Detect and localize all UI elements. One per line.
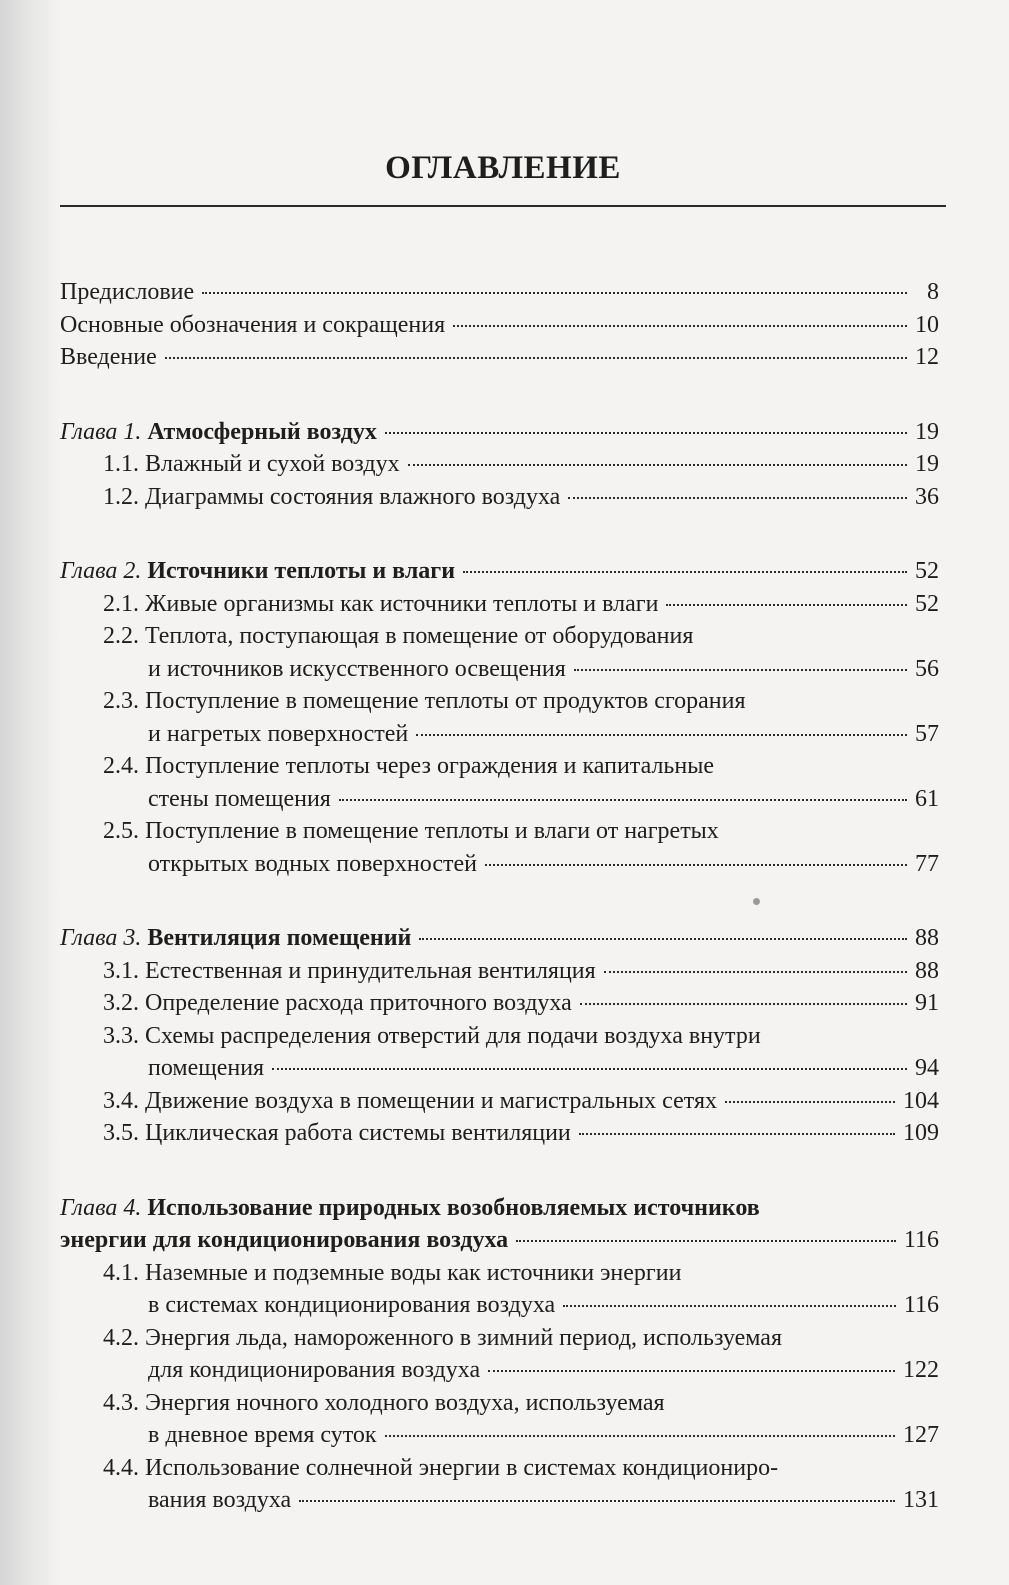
section-number: 1.2. [103,483,139,510]
page-number: 19 [915,418,939,445]
entry-title: Предисловие [60,279,195,305]
section-title: Влажный и сухой воздух [145,451,400,477]
toc-entry-section-2-2[interactable] [60,620,939,685]
page-number: 131 [903,1487,939,1513]
leader-dots [580,1002,907,1005]
page-number: 91 [915,990,939,1016]
page-number: 77 [915,850,939,877]
toc-entry-chapter-4[interactable] [60,1192,939,1257]
toc-entry-section-2-1[interactable] [60,588,939,621]
section-title: Наземные и подземные воды как источники энергии [145,1259,682,1286]
leader-dots [574,668,907,671]
section-title: Поступление в помещение теплоты и влаги от нагретых [145,818,719,844]
section-number: 3.5. [103,1120,139,1146]
leader-dots [485,863,907,866]
section-number: 3.3. [103,1022,139,1049]
section-number: 3.2. [103,990,139,1016]
toc-entry-section-2-4[interactable] [60,750,939,815]
page-number: 52 [915,590,939,617]
leader-dots [416,733,907,736]
leader-dots [419,937,907,940]
toc-entry-section-2-5[interactable] [60,815,939,880]
section-title: Энергия льда, намороженного в зимний период, используемая [145,1324,782,1351]
leader-dots [568,496,907,499]
section-title-continued: открытых водных поверхностей [148,850,477,877]
section-title: Использование солнечной энергии в системах кондициониро- [145,1454,779,1481]
section-title: Определение расхода приточного воздуха [145,990,572,1016]
toc-entry-introduction[interactable] [60,341,939,374]
toc-entry-chapter-2[interactable] [60,555,939,588]
section-title-continued: в системах кондиционирования воздуха [148,1292,556,1318]
page-number: 88 [915,957,939,984]
section-title: Диаграммы состояния влажного воздуха [145,483,561,510]
section-title: Живые организмы как источники теплоты и влаги [145,590,659,617]
leader-dots [165,356,907,359]
toc-entry-section-3-3[interactable] [60,1020,939,1085]
section-number: 2.4. [103,753,139,779]
leader-dots [666,603,907,606]
leader-dots [725,1100,895,1103]
page-number: 52 [915,558,939,584]
chapter-title: Вентиляция помещений [147,925,412,951]
title-rule [60,205,946,207]
section-title-continued: для кондиционирования воздуха [148,1357,481,1383]
section-title-continued: стены помещения [148,785,331,812]
section-title: Поступление теплоты через ограждения и капитальные [145,753,714,779]
section-number: 2.5. [103,818,139,844]
chapter-2 [60,555,939,880]
page-number: 116 [903,1227,939,1253]
toc-entry-section-4-1[interactable] [60,1257,939,1322]
toc-entry-section-1-1[interactable] [60,448,939,481]
toc-entry-section-2-3[interactable] [60,685,939,750]
leader-dots [299,1499,895,1502]
section-title: Энергия ночного холодного воздуха, используемая [145,1389,665,1416]
toc-entry-preface[interactable] [60,276,939,309]
section-title-continued: помещения [148,1055,265,1081]
page-title: ОГЛАВЛЕНИЕ [385,150,621,186]
chapter-title: Источники теплоты и влаги [147,558,456,584]
section-title-continued: в дневное время суток [148,1422,377,1448]
section-number: 2.3. [103,688,139,714]
chapter-label: Глава 3. [60,925,142,951]
leader-dots [463,570,907,573]
toc-entry-section-4-2[interactable] [60,1322,939,1387]
leader-dots [604,970,907,973]
toc-entry-section-4-3[interactable] [60,1387,939,1452]
page-number: 8 [927,279,939,305]
section-title-continued: и источников искусственного освещения [148,655,566,682]
section-title: Движение воздуха в помещении и магистральных сетях [145,1087,717,1114]
leader-dots [385,1434,895,1437]
page-number: 57 [915,720,939,747]
chapter-label: Глава 2. [60,558,142,584]
section-title: Естественная и принудительная вентиляция [145,957,596,984]
chapter-3 [60,922,939,1150]
section-title-continued: и нагретых поверхностей [148,720,409,747]
page-number: 94 [915,1055,939,1081]
leader-dots [408,463,907,466]
toc-entry-section-3-2[interactable] [60,987,939,1020]
section-number: 4.3. [103,1389,139,1416]
section-number: 2.1. [103,590,139,617]
section-title: Поступление в помещение теплоты от продуктов сгорания [145,688,746,714]
toc-entry-chapter-3[interactable] [60,922,939,955]
toc-entry-section-4-4[interactable] [60,1452,939,1517]
leader-dots [488,1369,895,1372]
page-number: 19 [915,451,939,477]
section-number: 3.4. [103,1087,139,1114]
toc-entry-notation[interactable] [60,309,939,342]
page-number: 12 [915,344,939,370]
page-number: 36 [915,483,939,510]
page-edge-shadow [0,0,60,1585]
page-number: 61 [915,785,939,812]
chapter-label: Глава 1. [60,418,142,445]
toc-entry-section-3-1[interactable] [60,955,939,988]
section-number: 4.1. [103,1259,139,1286]
page-number: 127 [903,1422,939,1448]
page-number: 10 [915,311,939,338]
page-number: 116 [903,1292,939,1318]
chapter-1 [60,416,939,514]
page-number: 104 [903,1087,939,1114]
chapter-title: Использование природных возобновляемых источников [147,1194,760,1221]
chapter-4 [60,1192,939,1517]
section-title: Схемы распределения отверстий для подачи воздуха внутри [145,1022,761,1049]
leader-dots [202,291,907,294]
toc-entry-section-1-2[interactable] [60,481,939,514]
page-number: 88 [915,925,939,951]
section-number: 4.4. [103,1454,139,1481]
leader-dots [563,1304,896,1307]
chapter-title: Атмосферный воздух [147,418,377,445]
chapter-title-continued: энергии для кондиционирования воздуха [60,1227,509,1253]
leader-dots [339,798,907,801]
table-of-contents [60,276,939,1559]
chapter-label: Глава 4. [60,1194,142,1221]
page-number: 122 [903,1357,939,1383]
entry-title: Введение [60,344,157,370]
leader-dots [453,324,907,327]
front-matter [60,276,939,374]
leader-dots [385,431,907,434]
leader-dots [272,1067,907,1070]
section-number: 4.2. [103,1324,139,1351]
leader-dots [516,1239,896,1242]
section-number: 3.1. [103,957,139,984]
entry-title: Основные обозначения и сокращения [60,311,446,338]
page-number: 56 [915,655,939,682]
page-number: 109 [903,1120,939,1146]
leader-dots [579,1132,895,1135]
section-title: Теплота, поступающая в помещение от оборудования [145,623,694,649]
section-number: 1.1. [103,451,139,477]
toc-entry-section-3-4[interactable] [60,1085,939,1118]
section-title-continued: вания воздуха [148,1487,292,1513]
toc-entry-section-3-5[interactable] [60,1117,939,1150]
section-title: Циклическая работа системы вентиляции [145,1120,571,1146]
toc-entry-chapter-1[interactable] [60,416,939,449]
section-number: 2.2. [103,623,139,649]
